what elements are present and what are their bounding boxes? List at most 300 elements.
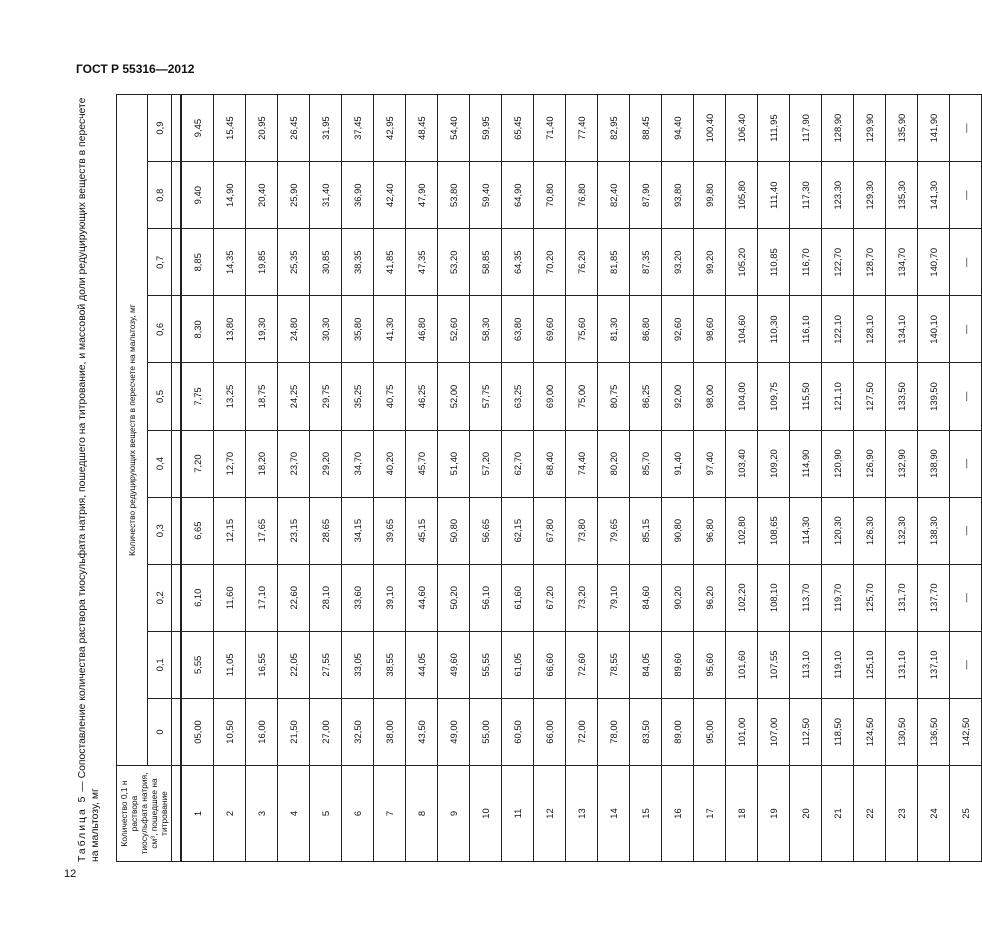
table-cell: 89,00	[662, 698, 694, 765]
table-cell: 43,50	[406, 698, 438, 765]
table-cell: 92,00	[662, 363, 694, 430]
table-cell: 68,40	[534, 430, 566, 497]
row-number: 14	[598, 766, 630, 862]
table-cell: 38,00	[374, 698, 406, 765]
table-cell: 05,00	[181, 698, 214, 765]
table-cell: 61,60	[502, 564, 534, 631]
table-cell: 41,30	[374, 296, 406, 363]
table-cell: —	[950, 631, 982, 698]
table-cell: 76,80	[566, 162, 598, 229]
table-cell: 100,40	[694, 95, 726, 162]
table-cell: 110,30	[758, 296, 790, 363]
table-cell: 23,15	[278, 497, 310, 564]
table-cell: 60,50	[502, 698, 534, 765]
table-cell: 69,60	[534, 296, 566, 363]
table-cell: 140,10	[918, 296, 950, 363]
table-cell: 57,20	[470, 430, 502, 497]
table-cell: 99,20	[694, 229, 726, 296]
table-cell: 17,10	[246, 564, 278, 631]
table-cell: —	[950, 497, 982, 564]
row-number: 5	[310, 766, 342, 862]
table-cell: 13,80	[214, 296, 246, 363]
table-cell: 122,70	[822, 229, 854, 296]
table-cell: 131,70	[886, 564, 918, 631]
table-cell: 91,40	[662, 430, 694, 497]
table-cell: 95,60	[694, 631, 726, 698]
table-cell: 109,20	[758, 430, 790, 497]
table-cell: 130,50	[886, 698, 918, 765]
table-cell: 117,90	[790, 95, 822, 162]
table-cell: 112,50	[790, 698, 822, 765]
table-cell: 123,30	[822, 162, 854, 229]
table-cell: 114,30	[790, 497, 822, 564]
table-cell: 42,40	[374, 162, 406, 229]
table-cell: 27,55	[310, 631, 342, 698]
table-cell: 124,50	[854, 698, 886, 765]
table-cell: 79,65	[598, 497, 630, 564]
table-cell: 12,70	[214, 430, 246, 497]
row-number: 22	[854, 766, 886, 862]
table-row	[566, 95, 598, 862]
table-cell: 35,25	[342, 363, 374, 430]
table-cell: 102,80	[726, 497, 758, 564]
table-cell: 93,20	[662, 229, 694, 296]
table-cell: 67,80	[534, 497, 566, 564]
table-cell: 77,40	[566, 95, 598, 162]
table-cell: —	[950, 95, 982, 162]
table-cell: 25,90	[278, 162, 310, 229]
table-cell: 82,95	[598, 95, 630, 162]
table-cell: 38,55	[374, 631, 406, 698]
table-cell: 57,75	[470, 363, 502, 430]
table-cell: 53,80	[438, 162, 470, 229]
table-cell: 62,15	[502, 497, 534, 564]
table-cell: 61,05	[502, 631, 534, 698]
column-header-row	[147, 95, 171, 862]
table-cell: 48,45	[406, 95, 438, 162]
table-cell: 8,85	[181, 229, 214, 296]
table-cell: 90,20	[662, 564, 694, 631]
table-cell: 16,55	[246, 631, 278, 698]
table-cell: 22,60	[278, 564, 310, 631]
table-cell: 140,70	[918, 229, 950, 296]
table-cell: 14,35	[214, 229, 246, 296]
table-cell: 58,30	[470, 296, 502, 363]
row-number: 3	[246, 766, 278, 862]
table-cell: 89,60	[662, 631, 694, 698]
table-cell: 19,30	[246, 296, 278, 363]
table-cell: 83,50	[630, 698, 662, 765]
table-cell: 73,80	[566, 497, 598, 564]
table-cell: 125,70	[854, 564, 886, 631]
table-cell: 81,30	[598, 296, 630, 363]
table-cell: 7,20	[181, 430, 214, 497]
group-header: Количество редуцирующих веществ в пересчете на мальтозу, мг	[117, 95, 148, 766]
table-cell: 134,70	[886, 229, 918, 296]
table-cell: 101,60	[726, 631, 758, 698]
table-cell: 87,90	[630, 162, 662, 229]
table-row	[598, 95, 630, 862]
table-cell: 53,20	[438, 229, 470, 296]
table-cell: 128,70	[854, 229, 886, 296]
index-row	[172, 95, 182, 862]
table-cell: 126,90	[854, 430, 886, 497]
table-cell: 85,15	[630, 497, 662, 564]
table-cell: 46,80	[406, 296, 438, 363]
table-cell: 30,30	[310, 296, 342, 363]
table-cell: 120,90	[822, 430, 854, 497]
row-number: 6	[342, 766, 374, 862]
table-cell: 40,20	[374, 430, 406, 497]
row-number: 13	[566, 766, 598, 862]
table-cell: 34,70	[342, 430, 374, 497]
table-cell: 73,20	[566, 564, 598, 631]
table-cell: 63,25	[502, 363, 534, 430]
table-row	[438, 95, 470, 862]
table-cell: 88,45	[630, 95, 662, 162]
table-cell: 127,50	[854, 363, 886, 430]
table-cell: 107,55	[758, 631, 790, 698]
table-cell: 70,20	[534, 229, 566, 296]
table-row	[758, 95, 790, 862]
table-cell: 9,40	[181, 162, 214, 229]
table-cell: 32,50	[342, 698, 374, 765]
table-cell: 137,10	[918, 631, 950, 698]
row-number: 11	[502, 766, 534, 862]
row-number: 19	[758, 766, 790, 862]
table-cell: 104,60	[726, 296, 758, 363]
table-cell: 52,60	[438, 296, 470, 363]
table-body	[172, 95, 982, 862]
table-cell: 109,75	[758, 363, 790, 430]
table-cell: 97,40	[694, 430, 726, 497]
document-header: ГОСТ Р 55316—2012	[76, 62, 195, 76]
table-cell: 131,10	[886, 631, 918, 698]
table-cell: 20,95	[246, 95, 278, 162]
table-cell: 17,65	[246, 497, 278, 564]
column-header: 0	[147, 698, 171, 765]
table-row	[918, 95, 950, 862]
table-cell: 39,65	[374, 497, 406, 564]
table-row	[662, 95, 694, 862]
table-cell: 54,40	[438, 95, 470, 162]
table-cell: 132,90	[886, 430, 918, 497]
table-cell: 111,40	[758, 162, 790, 229]
table-cell: 14,90	[214, 162, 246, 229]
table-cell: 72,00	[566, 698, 598, 765]
table-cell: 50,80	[438, 497, 470, 564]
row-number: 24	[918, 766, 950, 862]
table-cell: 31,40	[310, 162, 342, 229]
table-cell: 129,90	[854, 95, 886, 162]
table-row	[310, 95, 342, 862]
table-cell: 110,85	[758, 229, 790, 296]
column-header: 0,9	[147, 95, 171, 162]
table-cell: 113,10	[790, 631, 822, 698]
table-cell: 69,00	[534, 363, 566, 430]
table-cell: 24,80	[278, 296, 310, 363]
table-cell: 31,95	[310, 95, 342, 162]
column-header: 0,7	[147, 229, 171, 296]
table-cell: 141,90	[918, 95, 950, 162]
table-cell: 50,20	[438, 564, 470, 631]
table-cell: 11,60	[214, 564, 246, 631]
table-cell: 29,75	[310, 363, 342, 430]
table-row	[694, 95, 726, 862]
table-cell: 41,85	[374, 229, 406, 296]
table-cell: 105,20	[726, 229, 758, 296]
table-cell: 80,20	[598, 430, 630, 497]
row-number: 23	[886, 766, 918, 862]
table-cell: 115,50	[790, 363, 822, 430]
table-cell: 101,00	[726, 698, 758, 765]
table-cell: —	[950, 162, 982, 229]
table-cell: 86,25	[630, 363, 662, 430]
table-cell: 87,35	[630, 229, 662, 296]
table-cell: 135,90	[886, 95, 918, 162]
table-cell: 64,90	[502, 162, 534, 229]
table-cell: 47,90	[406, 162, 438, 229]
row-number: 17	[694, 766, 726, 862]
table-cell: 138,30	[918, 497, 950, 564]
table-row	[726, 95, 758, 862]
table-row	[246, 95, 278, 862]
column-header: 0,4	[147, 430, 171, 497]
table-cell: 34,15	[342, 497, 374, 564]
row-number: 1	[181, 766, 214, 862]
row-number: 7	[374, 766, 406, 862]
table-cell: 16,00	[246, 698, 278, 765]
table-cell: 51,40	[438, 430, 470, 497]
table-cell: 78,00	[598, 698, 630, 765]
table-cell: 116,70	[790, 229, 822, 296]
table-cell: 137,70	[918, 564, 950, 631]
table-cell: 62,70	[502, 430, 534, 497]
table-cell: 93,80	[662, 162, 694, 229]
table-cell: 10,50	[214, 698, 246, 765]
table-cell: 74,40	[566, 430, 598, 497]
table-cell: 129,30	[854, 162, 886, 229]
table-cell: 65,45	[502, 95, 534, 162]
table-row	[630, 95, 662, 862]
row-number: 18	[726, 766, 758, 862]
table-cell: 132,30	[886, 497, 918, 564]
table-cell: 106,40	[726, 95, 758, 162]
table-cell: 36,90	[342, 162, 374, 229]
table-cell: —	[950, 430, 982, 497]
table-cell: 119,70	[822, 564, 854, 631]
table-cell: 136,50	[918, 698, 950, 765]
table-cell: 52,00	[438, 363, 470, 430]
table-cell: 84,60	[630, 564, 662, 631]
table-cell: 84,05	[630, 631, 662, 698]
table-cell: 79,10	[598, 564, 630, 631]
table-cell: 35,80	[342, 296, 374, 363]
table-cell: 96,20	[694, 564, 726, 631]
table-cell: 96,80	[694, 497, 726, 564]
table-cell: 142,50	[950, 698, 982, 765]
row-number: 25	[950, 766, 982, 862]
table-cell: 63,80	[502, 296, 534, 363]
table-cell: 103,40	[726, 430, 758, 497]
table-cell: 128,10	[854, 296, 886, 363]
table-cell: 98,00	[694, 363, 726, 430]
table-cell: 128,90	[822, 95, 854, 162]
table-cell: 108,65	[758, 497, 790, 564]
row-number: 8	[406, 766, 438, 862]
table-cell: 55,00	[470, 698, 502, 765]
table-row	[790, 95, 822, 862]
table-cell: 138,90	[918, 430, 950, 497]
table-cell: 26,45	[278, 95, 310, 162]
table-cell: 75,00	[566, 363, 598, 430]
row-number: 2	[214, 766, 246, 862]
caption-text: — Сопоставление количества раствора тиосульфата натрия, пошедшего на титрование, и массовой доли редуцирующих веществ в пересчете на мальтозу, мг	[77, 97, 101, 862]
table-cell: 42,95	[374, 95, 406, 162]
table-row	[470, 95, 502, 862]
rotated-table-block	[76, 90, 971, 862]
table-cell: 47,35	[406, 229, 438, 296]
table-cell: 92,60	[662, 296, 694, 363]
table-cell: 102,20	[726, 564, 758, 631]
table-cell: 133,50	[886, 363, 918, 430]
table-row	[406, 95, 438, 862]
table-cell: 113,70	[790, 564, 822, 631]
table-cell: 99,80	[694, 162, 726, 229]
table-cell: 75,60	[566, 296, 598, 363]
table-cell: 8,30	[181, 296, 214, 363]
table-row	[181, 95, 214, 862]
table-cell: 45,70	[406, 430, 438, 497]
table-cell: 64,35	[502, 229, 534, 296]
table-cell: 55,55	[470, 631, 502, 698]
table-cell: 134,10	[886, 296, 918, 363]
table-cell: 82,40	[598, 162, 630, 229]
table-cell: 15,45	[214, 95, 246, 162]
table-cell: 12,15	[214, 497, 246, 564]
table-cell: 30,85	[310, 229, 342, 296]
table-cell: 21,50	[278, 698, 310, 765]
table-cell: 119,10	[822, 631, 854, 698]
table-cell: 118,50	[822, 698, 854, 765]
table-cell: 76,20	[566, 229, 598, 296]
table-cell: 105,80	[726, 162, 758, 229]
table-cell: 94,40	[662, 95, 694, 162]
table-cell: 59,95	[470, 95, 502, 162]
table-cell: 135,30	[886, 162, 918, 229]
row-number: 12	[534, 766, 566, 862]
table-cell: 95,00	[694, 698, 726, 765]
table-cell: 67,20	[534, 564, 566, 631]
table-cell: 59,40	[470, 162, 502, 229]
table-row	[822, 95, 854, 862]
table-cell: 104,00	[726, 363, 758, 430]
table-cell: 116,10	[790, 296, 822, 363]
table-cell: 40,75	[374, 363, 406, 430]
column-header: 0,5	[147, 363, 171, 430]
table-cell: 72,60	[566, 631, 598, 698]
table-cell: 126,30	[854, 497, 886, 564]
table-cell: 9,45	[181, 95, 214, 162]
table-cell: —	[950, 564, 982, 631]
row-number: 10	[470, 766, 502, 862]
table-cell: —	[950, 363, 982, 430]
table-cell: 81,85	[598, 229, 630, 296]
table-row	[342, 95, 374, 862]
table-cell: —	[950, 296, 982, 363]
table-cell: 90,80	[662, 497, 694, 564]
table-cell: 85,70	[630, 430, 662, 497]
table-cell: 44,60	[406, 564, 438, 631]
table-cell: 86,80	[630, 296, 662, 363]
table-cell: 108,10	[758, 564, 790, 631]
table-cell: 120,30	[822, 497, 854, 564]
table-cell: 66,00	[534, 698, 566, 765]
table-cell: 66,60	[534, 631, 566, 698]
table-row	[502, 95, 534, 862]
table-row	[374, 95, 406, 862]
row-number: 9	[438, 766, 470, 862]
table-cell: 46,25	[406, 363, 438, 430]
table-cell: 125,10	[854, 631, 886, 698]
table-cell: 20,40	[246, 162, 278, 229]
column-header: 0,6	[147, 296, 171, 363]
table-row	[278, 95, 310, 862]
table-cell: 33,60	[342, 564, 374, 631]
table-cell: 49,60	[438, 631, 470, 698]
table-cell: 122,10	[822, 296, 854, 363]
table-row	[886, 95, 918, 862]
table-cell: 56,65	[470, 497, 502, 564]
table-cell: 22,05	[278, 631, 310, 698]
table-cell: 38,35	[342, 229, 374, 296]
table-cell: 5,55	[181, 631, 214, 698]
table-cell: 18,75	[246, 363, 278, 430]
table-cell: 98,60	[694, 296, 726, 363]
table-cell: 18,20	[246, 430, 278, 497]
table-caption	[76, 90, 116, 862]
table-cell: 13,25	[214, 363, 246, 430]
table-cell: 78,55	[598, 631, 630, 698]
table-cell: 28,65	[310, 497, 342, 564]
column-header: 0,3	[147, 497, 171, 564]
caption-lead: Таблица 5	[77, 794, 88, 862]
table-cell: 80,75	[598, 363, 630, 430]
table-cell: 39,10	[374, 564, 406, 631]
table-cell: —	[950, 229, 982, 296]
table-cell: 45,15	[406, 497, 438, 564]
data-table	[116, 94, 982, 862]
table-cell: 6,65	[181, 497, 214, 564]
table-cell: 58,85	[470, 229, 502, 296]
table-cell: 139,50	[918, 363, 950, 430]
table-cell: 117,30	[790, 162, 822, 229]
table-cell: 141,30	[918, 162, 950, 229]
table-row	[950, 95, 982, 862]
table-cell: 23,70	[278, 430, 310, 497]
row-header: Количество 0,1 н раствора тиосульфата натрия, см³, пошедшее на титрование	[117, 766, 172, 862]
column-header: 0,1	[147, 631, 171, 698]
page-number: 12	[64, 868, 77, 880]
row-number: 4	[278, 766, 310, 862]
table-cell: 29,20	[310, 430, 342, 497]
table-cell: 19,85	[246, 229, 278, 296]
table-cell: 70,80	[534, 162, 566, 229]
table-cell: 71,40	[534, 95, 566, 162]
row-number: 15	[630, 766, 662, 862]
table-cell: 49,00	[438, 698, 470, 765]
row-number: 21	[822, 766, 854, 862]
